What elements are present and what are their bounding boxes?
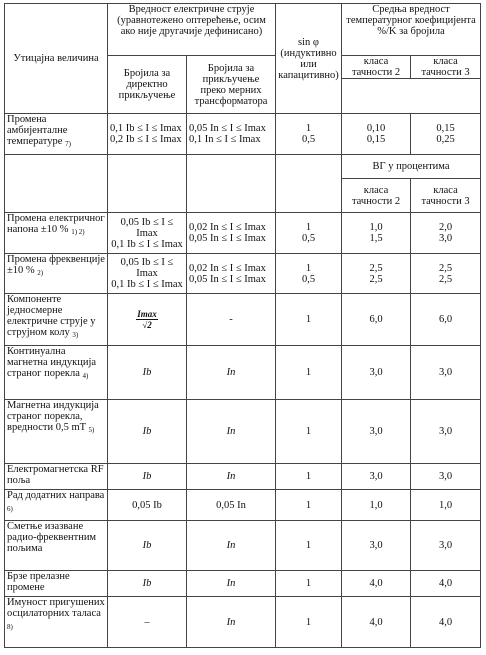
header-class3: класа тачности 3	[411, 179, 481, 213]
table-row: Компоненте једносмерне електричне струје у струјном колу 3) $\frac{Imax}{√2}$ - 1 6,0 6,0	[5, 294, 481, 346]
header-influence: Утицајна величина	[5, 4, 108, 114]
header-spacer	[411, 79, 481, 114]
row-label-dc: Компоненте једносмерне електричне струје у струјном колу 3)	[5, 294, 108, 346]
row-label-cont-mag: Континуална магнетна индукција страног порекла 4)	[5, 346, 108, 400]
row-label-frequency: Промена фреквенције ±10 % 2)	[5, 254, 108, 294]
header-transformer: Бројила за прикључење преко мерних трансформатора	[187, 56, 276, 114]
table-row: Имуност пригушених осцилаторних таласа 8) – In 1 4,0 4,0	[5, 597, 481, 648]
row-label-rf-cond: Сметње изазване радио-фреквентним пољима	[5, 521, 108, 571]
table-row: Магнетна индукција страног порекла, вредности 0,5 mT 5) Ib In 1 3,0 3,0	[5, 400, 481, 464]
row-label-osc: Имуност пригушених осцилаторних таласа 8)	[5, 597, 108, 648]
transformer-range: 0,1 In ≤ I ≤ Imax	[189, 134, 261, 145]
table-row: Промена амбијенталне температуре 7) 0,1 Ib ≤ I ≤ Imax 0,2 Ib ≤ I ≤ Imax 0,05 In ≤ I ≤ Imax 0,1 In ≤ I ≤ Imax 1 0,5 0,10 0,15 0,15 0,25	[5, 114, 481, 155]
table-row: Сметње изазване радио-фреквентним пољима Ib In 1 3,0 3,0	[5, 521, 481, 571]
dc-fraction: $\frac{Imax}{√2}$	[108, 294, 187, 346]
table-row: Електромагнетска RF поља Ib In 1 3,0 3,0	[5, 464, 481, 490]
header-class2: класа тачности 2	[342, 56, 411, 79]
header-avg-temp-coef: Средња вредност температурног коефицијента %/K за бројила	[342, 4, 481, 56]
transformer-range: 0,05 In ≤ I ≤ Imax	[189, 123, 266, 134]
row-label-burst: Брзе прелазне промене	[5, 571, 108, 597]
header-class2: класа тачности 2	[342, 179, 411, 213]
table-row: Континуална магнетна индукција страног порекла 4) Ib In 1 3,0 3,0	[5, 346, 481, 400]
table-row: Брзе прелазне промене Ib In 1 4,0 4,0	[5, 571, 481, 597]
influence-quantities-table	[4, 3, 481, 648]
direct-range: 0,2 Ib ≤ I ≤ Imax	[110, 134, 182, 145]
header-class3: класа тачности 3	[411, 56, 481, 79]
row-label-aux: Рад додатних направа 6)	[5, 490, 108, 521]
header-sinphi: sin φ (индуктивно или капацитивно)	[276, 4, 342, 114]
row-label-rf: Електромагнетска RF поља	[5, 464, 108, 490]
header-current-value: Вредност електричне струје (уравнотежено оптерећење, осим ако није другачије дефинисано)	[108, 4, 276, 56]
table-row: Рад додатних направа 6) 0,05 Ib 0,05 In 1 1,0 1,0	[5, 490, 481, 521]
table-row: Промена електричног напона ±10 % 1) 2) 0,05 Ib ≤ I ≤ Imax 0,1 Ib ≤ I ≤ Imax 0,02 In ≤ I ≤ Imax 0,05 In ≤ I ≤ Imax 1 0,5 1,0 1,5 2,0 3,0	[5, 213, 481, 254]
row-label-voltage: Промена електричног напона ±10 % 1) 2)	[5, 213, 108, 254]
table-row: Промена фреквенције ±10 % 2) 0,05 Ib ≤ I ≤ Imax 0,1 Ib ≤ I ≤ Imax 0,02 In ≤ I ≤ Imax 0,05 In ≤ I ≤ Imax 1 0,5 2,5 2,5 2,5 2,5	[5, 254, 481, 294]
header-spacer	[342, 79, 411, 114]
row-label-mag-05: Магнетна индукција страног порекла, вредности 0,5 mT 5)	[5, 400, 108, 464]
direct-range: 0,1 Ib ≤ I ≤ Imax	[110, 123, 182, 134]
header-vg-percent: ВГ у процентима	[342, 155, 481, 179]
row-label-temp: Промена амбијенталне температуре 7)	[5, 114, 108, 155]
header-direct: Бројила за директно прикључење	[108, 56, 187, 114]
